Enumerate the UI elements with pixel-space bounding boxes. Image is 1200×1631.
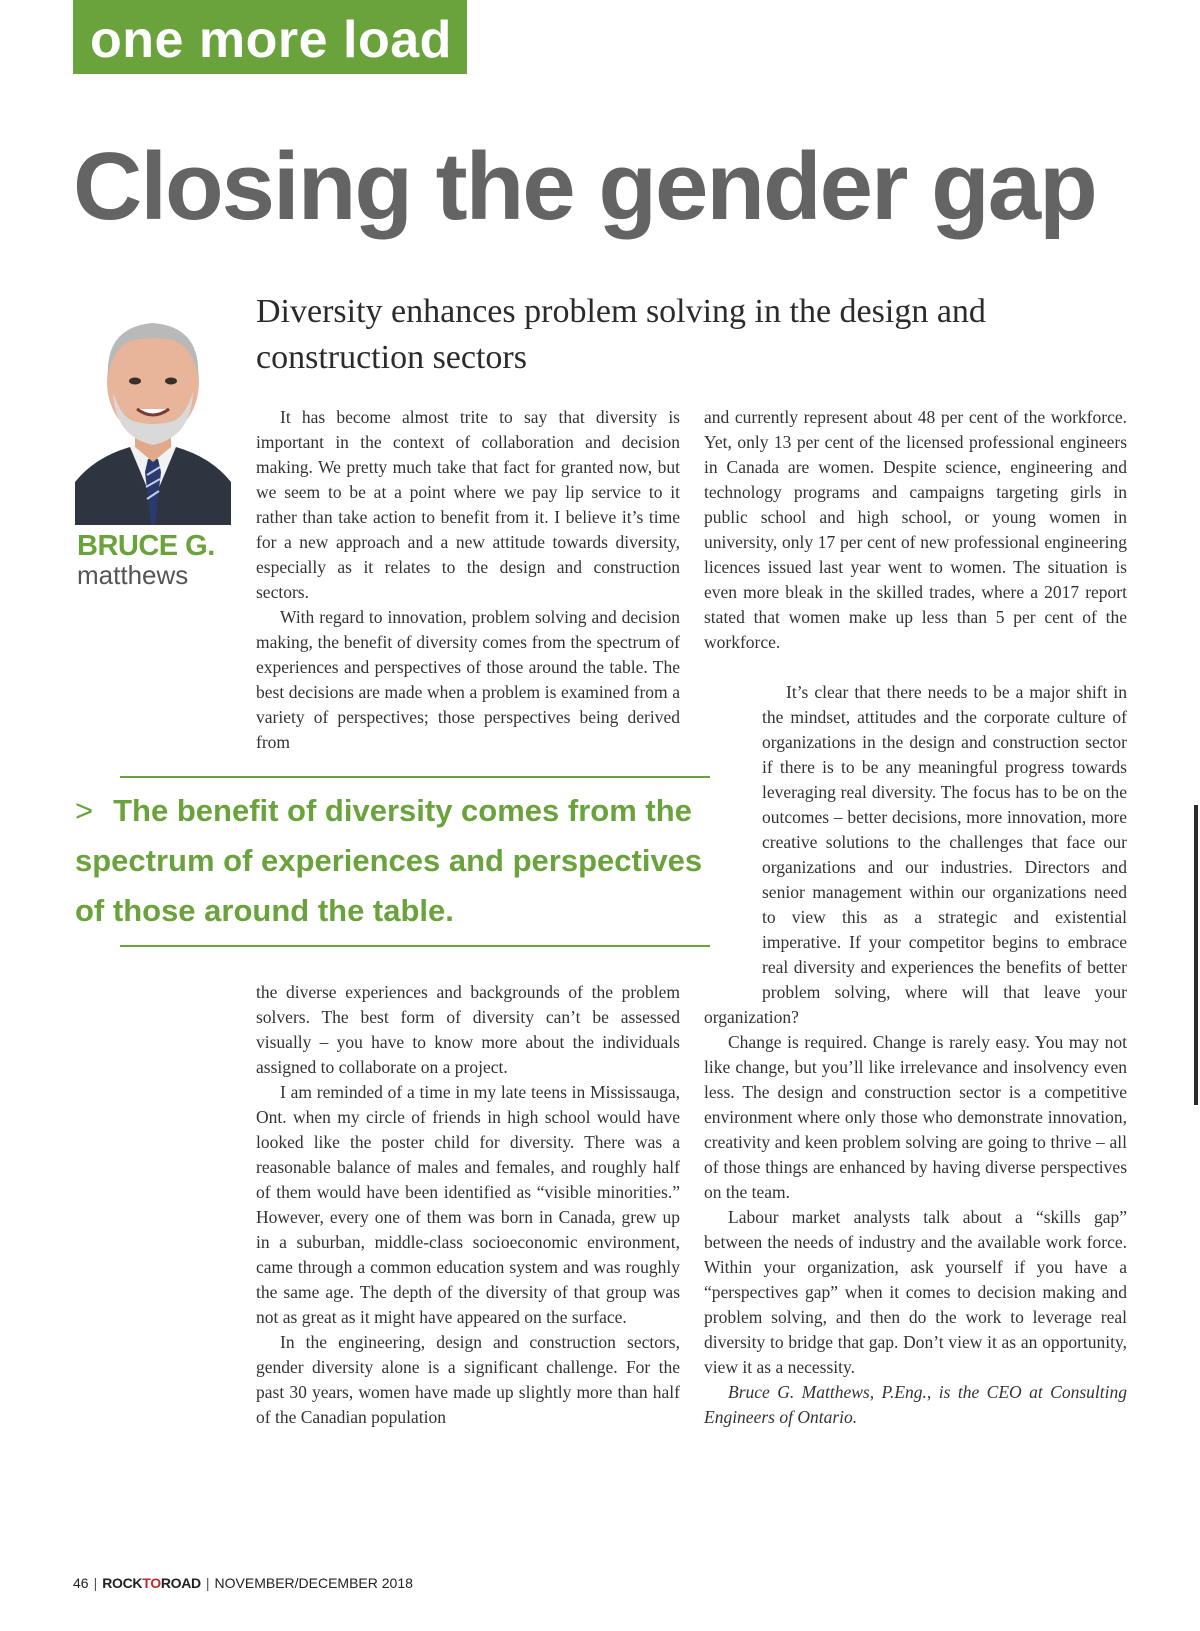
page-footer xyxy=(73,1573,413,1593)
footer-separator: | xyxy=(205,1575,210,1591)
body-paragraph-text: It’s clear that there needs to be a major shift in the mindset, attitudes and the corporate culture of organizations in the design and construction sector if there is to be any meaningful progress towards leveraging real diversity. The focus has to be on the outcomes – better decisions, more innovation, more creative solutions to the challenges that face our organizations and our industries. Directors and senior management within our organizations need to view this as a strategic and existential imperative. If your competitor begins to embrace real diversity and experiences the benefits of better problem solving, where will that leave your organization? xyxy=(704,682,1127,1027)
brand-part-to: TO xyxy=(142,1575,161,1591)
pull-quote xyxy=(75,786,735,936)
article-deck: Diversity enhances problem solving in the design and construction sectors xyxy=(256,293,986,376)
page-edge-line xyxy=(1194,805,1198,1105)
body-paragraph: and currently represent about 48 per cent of the workforce. Yet, only 13 per cent of the licensed professional engineers in Canada are women. Despite science, engineering and technology programs and campaigns targeting girls in public school and high school, or young women in university, only 17 per cent of new professional engineering licences issued last year went to women. The situation is even more bleak in the skilled trades, where a 2017 report stated that women make up less than 5 per cent of the workforce. xyxy=(704,407,1127,652)
article-headline: Closing the gender gap xyxy=(73,133,1096,240)
pull-quote-text: The benefit of diversity comes from the spectrum of experiences and perspectives of those around the table. xyxy=(75,793,703,928)
body-paragraph: It has become almost trite to say that diversity is important in the context of collaboration and decision making. We pretty much take that fact for granted now, but we seem to be at a point where we pay lip service to it rather than take action to benefit from it. I believe it’s time for a new approach and a new attitude towards diversity, especially as it relates to the design and construction sectors. xyxy=(256,407,680,602)
footer-separator: | xyxy=(93,1575,98,1591)
author-last-name: matthews xyxy=(77,560,189,590)
author-portrait xyxy=(75,297,231,525)
body-paragraph: I am reminded of a time in my late teens in Mississauga, Ont. when my circle of friends in high school would have looked like the poster child for diversity. There was a reasonable balance of males and females, and roughly half of them would have been identified as “visible minorities.” However, every one of them was born in Canada, grew up in a suburban, middle-class socioeconomic environment, came through a common education system and was roughly the same age. The depth of the diversity of that group was not as great as it might have appeared on the surface. xyxy=(256,1082,680,1327)
body-column-left-top xyxy=(256,405,680,755)
pull-quote-rule-bottom xyxy=(120,945,710,947)
brand-part-road: ROAD xyxy=(160,1575,201,1591)
body-paragraph: With regard to innovation, problem solving and decision making, the benefit of diversity comes from the spectrum of experiences and perspectives of those around the table. The best decisions are made when a problem is examined from a variety of perspectives; those perspectives being derived from xyxy=(256,607,680,752)
author-first-name: BRUCE G. xyxy=(77,530,215,562)
body-paragraph: the diverse experiences and backgrounds of the problem solvers. The best form of diversity can’t be assessed visually – you have to know more about the individuals assigned to collaborate on a project. xyxy=(256,982,680,1077)
page-number: 46 xyxy=(73,1575,89,1591)
brand-part-rock: ROCK xyxy=(102,1575,143,1591)
body-column-right-continued xyxy=(704,680,1127,1430)
magazine-brand xyxy=(102,1575,201,1591)
issue-date: NOVEMBER/DECEMBER 2018 xyxy=(214,1575,413,1591)
author-portrait-illustration xyxy=(75,297,231,525)
chevron-right-icon: > xyxy=(75,793,94,828)
section-tag: one more load xyxy=(73,0,467,74)
author-bio: Bruce G. Matthews, P.Eng., is the CEO at Consulting Engineers of Ontario. xyxy=(704,1382,1127,1427)
pull-quote-rule-top xyxy=(120,776,710,778)
body-paragraph: Labour market analysts talk about a “skills gap” between the needs of industry and the available work force. Within your organization, ask yourself if you have a “perspectives gap” when it comes to decision making and problem solving, and then do the work to leverage real diversity to bridge that gap. Don’t view it as an opportunity, view it as a necessity. xyxy=(704,1207,1127,1377)
body-paragraph: In the engineering, design and construction sectors, gender diversity alone is a significant challenge. For the past 30 years, women have made up slightly more than half of the Canadian population xyxy=(256,1332,680,1427)
body-column-right xyxy=(704,405,1127,655)
body-paragraph xyxy=(704,680,1127,1030)
pull-quote-wrap-space xyxy=(680,755,762,997)
body-paragraph: Change is required. Change is rarely easy. You may not like change, but you’ll like irrelevance and insolvency even less. The design and construction sector is a competitive environment where only those who demonstrate innovation, creativity and keen problem solving are going to thrive – all of those things are enhanced by having diverse perspectives on the team. xyxy=(704,1032,1127,1202)
body-column-left-bottom xyxy=(256,980,680,1430)
